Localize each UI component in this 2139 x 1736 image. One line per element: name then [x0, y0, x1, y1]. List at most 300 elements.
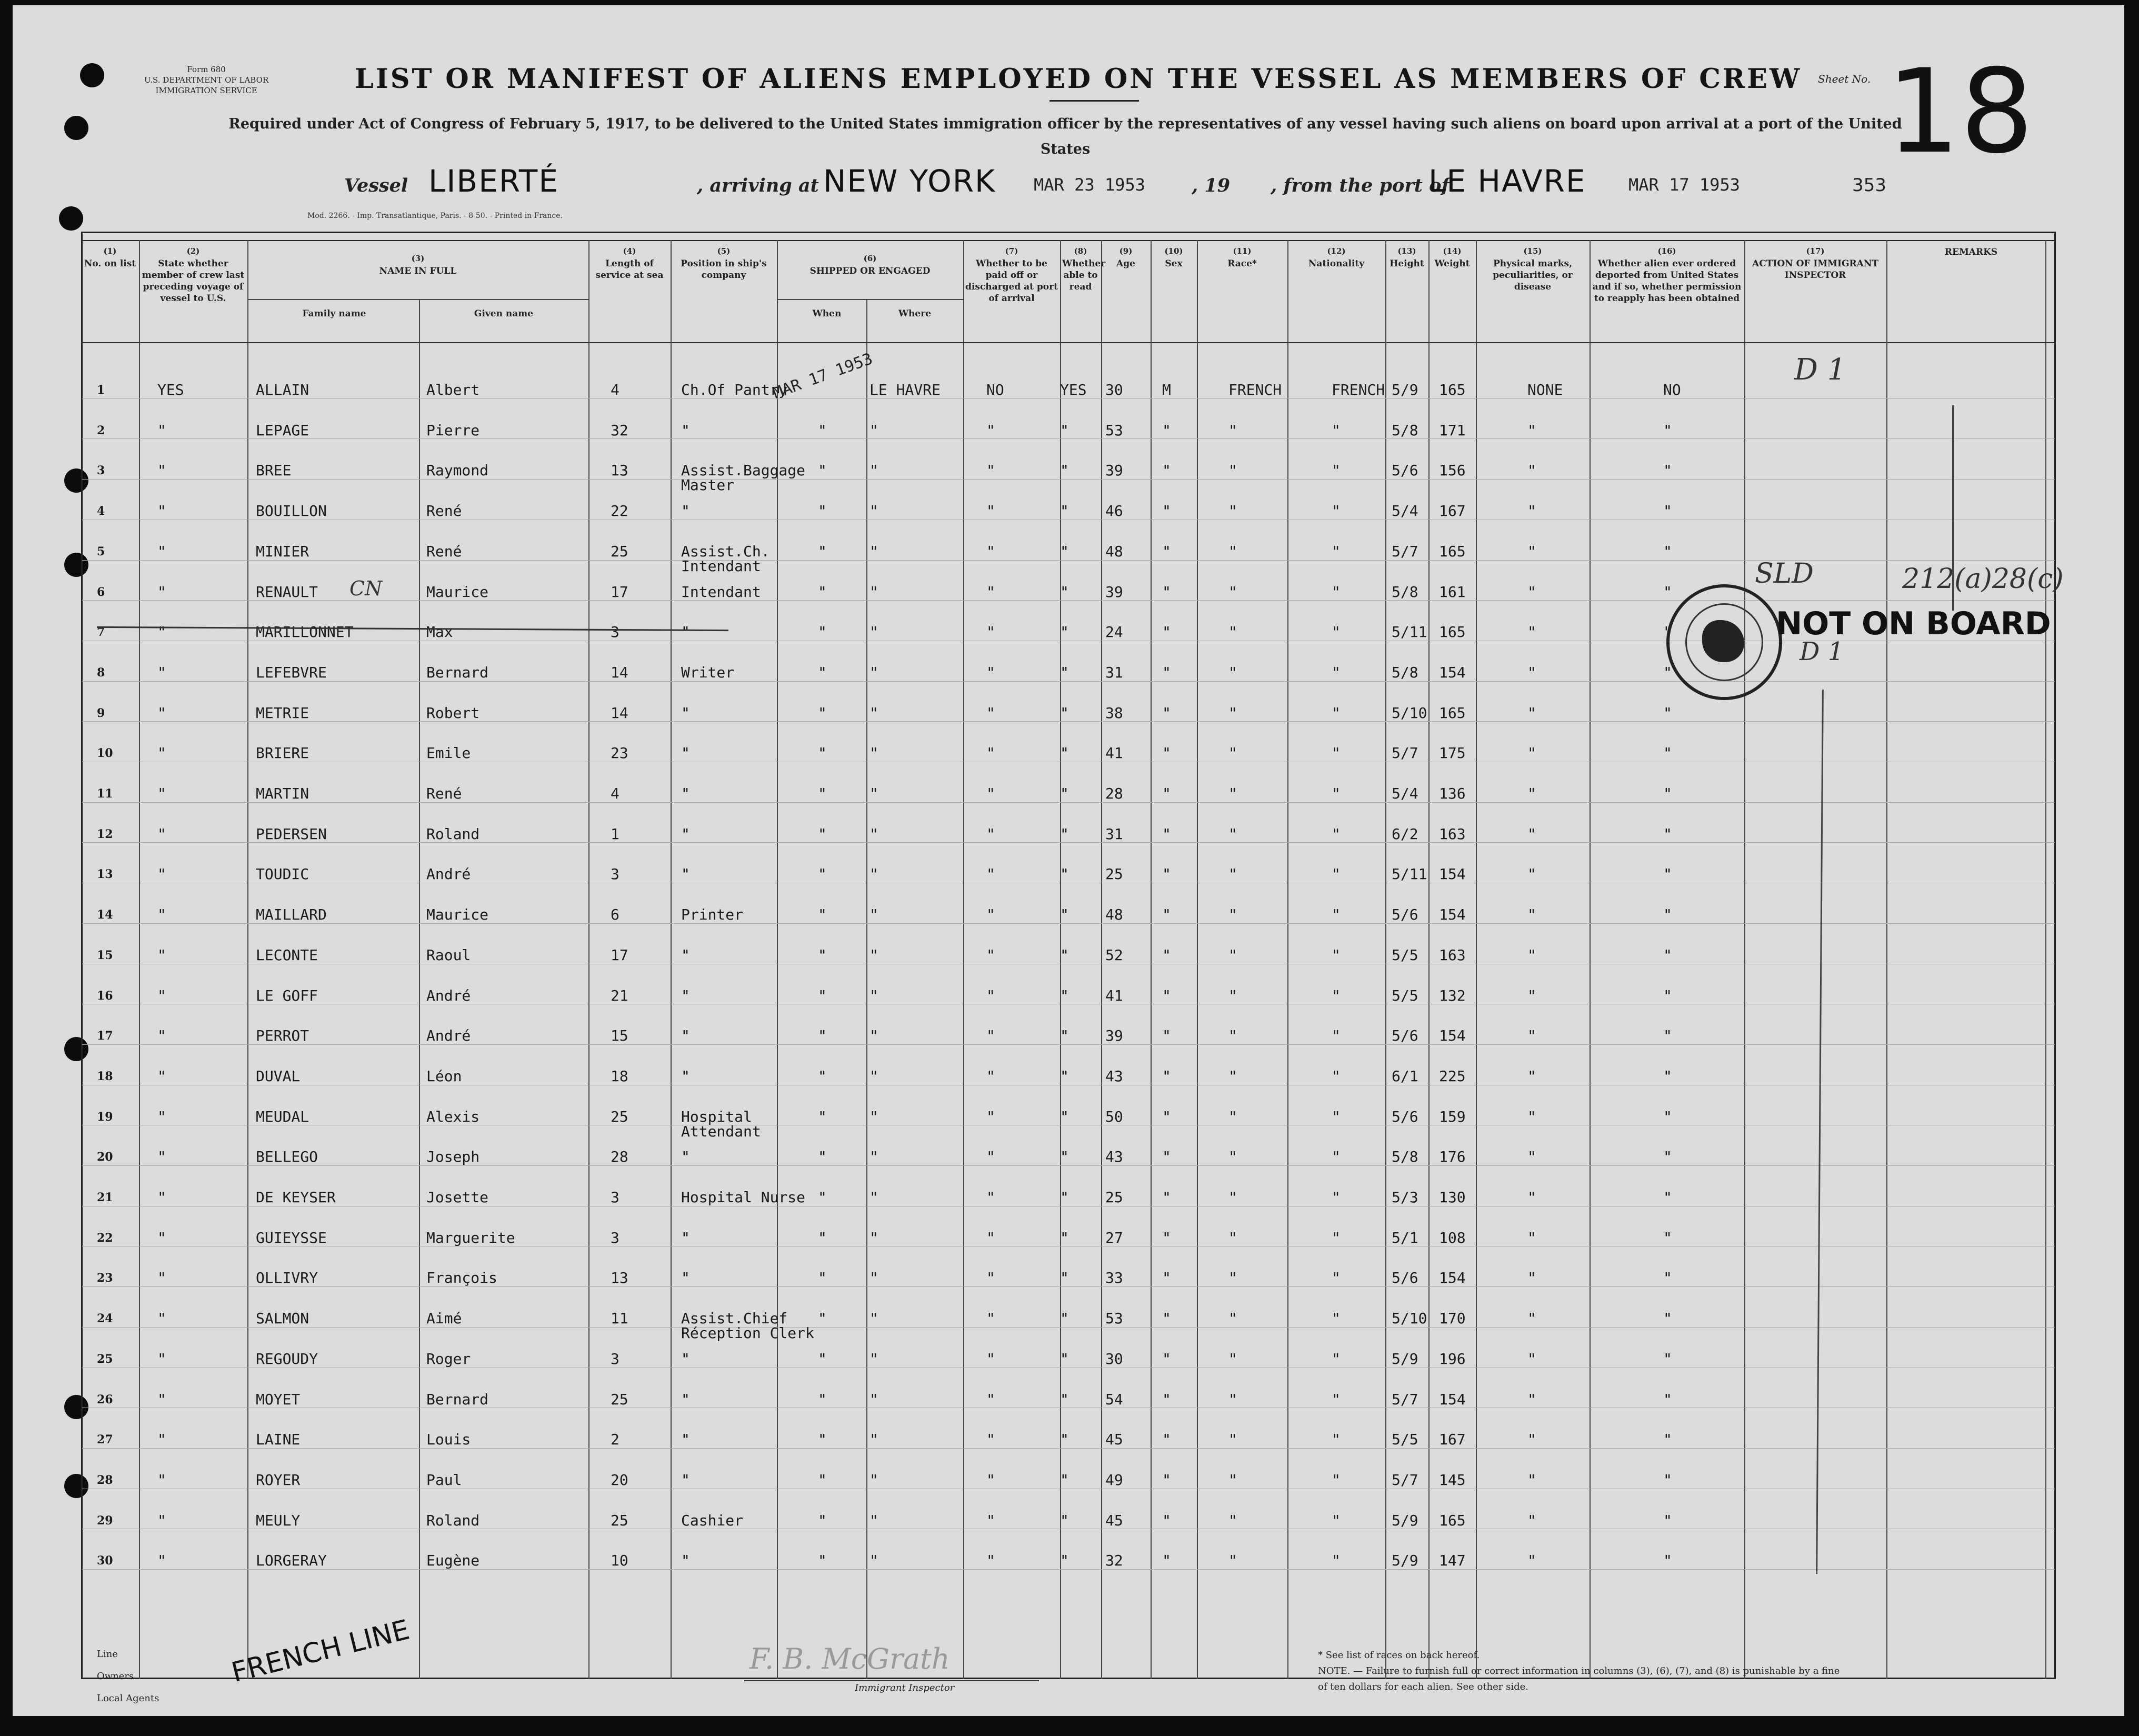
given-name: Albert [426, 381, 480, 398]
length-of-service: 3 [611, 1229, 619, 1246]
deported: " [1663, 543, 1672, 560]
column-label: Length of service at sea [595, 258, 664, 281]
able-to-read: " [1060, 1512, 1069, 1529]
race: " [1228, 1431, 1237, 1448]
height: 5/10 [1392, 704, 1427, 722]
column-number: (5) [717, 246, 731, 256]
sex: " [1162, 946, 1171, 964]
shipped-when: " [818, 1189, 827, 1206]
sex: " [1162, 865, 1171, 883]
nationality: " [1332, 1350, 1341, 1368]
length-of-service: 14 [611, 664, 628, 681]
previous-voyage: " [157, 1350, 166, 1368]
race: " [1228, 1269, 1237, 1286]
position: " [681, 422, 690, 439]
arrival-port: NEW YORK [823, 163, 996, 199]
shipped-when: " [818, 987, 827, 1004]
previous-voyage: " [157, 1067, 166, 1085]
shipped-where: " [869, 462, 878, 479]
race: " [1228, 1148, 1237, 1165]
shipped-where: " [869, 946, 878, 964]
handwritten-sld: SLD [1755, 558, 1814, 590]
document-title: LIST OR MANIFEST OF ALIENS EMPLOYED ON THE VESSEL AS MEMBERS OF CREW [355, 63, 1802, 95]
paid-off: " [986, 1067, 995, 1085]
family-name: RENAULT [256, 583, 318, 601]
position: " [681, 1148, 690, 1165]
deported: " [1663, 583, 1672, 601]
shipped-when: " [818, 785, 827, 802]
nationality: " [1332, 543, 1341, 560]
paid-off: " [986, 583, 995, 601]
position: " [681, 1350, 690, 1368]
weight: 225 [1439, 1067, 1466, 1085]
length-of-service: 22 [611, 502, 628, 520]
physical-marks: NONE [1527, 381, 1563, 398]
position: Assist.Ch. [681, 543, 770, 560]
length-of-service: 2 [611, 1431, 619, 1448]
length-of-service: 25 [611, 1391, 628, 1408]
given-name: Raoul [426, 946, 471, 964]
physical-marks: " [1527, 1067, 1536, 1085]
given-name: Robert [426, 704, 480, 722]
departure-date: MAR 17 1953 [1628, 175, 1740, 195]
weight: 171 [1439, 422, 1466, 439]
shipped-when: " [818, 422, 827, 439]
physical-marks: " [1527, 946, 1536, 964]
race: FRENCH [1228, 381, 1282, 398]
able-to-read: " [1060, 825, 1069, 843]
family-name: BREE [256, 462, 292, 479]
previous-voyage: " [157, 1552, 166, 1569]
paid-off: " [986, 1512, 995, 1529]
shipped-where: " [869, 1471, 878, 1489]
able-to-read: " [1060, 946, 1069, 964]
position: " [681, 785, 690, 802]
length-of-service: 3 [611, 1189, 619, 1206]
shipped-where: " [869, 502, 878, 520]
column-header [1153, 245, 1195, 270]
subtitle: Required under Act of Congress of February 5, 1917, to be delivered to the United States immigration officer by the representatives of any vessel having such aliens on board upon arrival at a port of the United States [228, 116, 1902, 157]
given-name: Roland [426, 1512, 480, 1529]
row-number: 4 [97, 504, 105, 518]
weight: 161 [1439, 583, 1466, 601]
race: " [1228, 664, 1237, 681]
family-name: MARILLONNET [256, 623, 354, 641]
able-to-read: " [1060, 865, 1069, 883]
immigration-seal-icon [1666, 584, 1782, 700]
race: " [1228, 1471, 1237, 1489]
weight: 165 [1439, 543, 1466, 560]
nationality: " [1332, 1552, 1341, 1569]
position: " [681, 946, 690, 964]
weight: 167 [1439, 1431, 1466, 1448]
column-header [1592, 245, 1742, 304]
family-name: DUVAL [256, 1067, 301, 1085]
nationality: " [1332, 1269, 1341, 1286]
sex: " [1162, 1310, 1171, 1327]
given-name: Joseph [426, 1148, 480, 1165]
previous-voyage: " [157, 1471, 166, 1489]
column-number: (13) [1397, 246, 1416, 256]
deported: " [1663, 704, 1672, 722]
physical-marks: " [1527, 987, 1536, 1004]
row-rule [82, 1044, 2055, 1045]
column-number: (14) [1443, 246, 1462, 256]
given-name: René [426, 785, 462, 802]
row-rule [82, 923, 2055, 924]
given-name: René [426, 502, 462, 520]
paid-off: " [986, 1027, 995, 1044]
row-number: 12 [97, 827, 113, 841]
column-rule [1744, 240, 1745, 1679]
physical-marks: " [1527, 1027, 1536, 1044]
shipped-where: " [869, 1229, 878, 1246]
able-to-read: " [1060, 1391, 1069, 1408]
nationality: " [1332, 785, 1341, 802]
family-name: DE KEYSER [256, 1189, 336, 1206]
not-on-board-stamp: NOT ON BOARD [1776, 605, 2051, 642]
given-name: François [426, 1269, 497, 1286]
length-of-service: 3 [611, 623, 619, 641]
deported: " [1663, 744, 1672, 762]
punch-hole [59, 206, 83, 231]
column-rule [963, 240, 964, 1679]
position: " [681, 825, 690, 843]
column-label: Whether able to read [1062, 258, 1106, 292]
handwritten-vertical-mark [1952, 405, 1954, 611]
column-header [1103, 245, 1148, 270]
paid-off: " [986, 543, 995, 560]
handwritten-d1-mid: D 1 [1800, 637, 1844, 666]
shipped-when: " [818, 623, 827, 641]
height: 5/6 [1392, 1108, 1418, 1125]
column-rule [866, 299, 867, 1679]
deported: " [1663, 1269, 1672, 1286]
given-name: Marguerite [426, 1229, 515, 1246]
column-number: (7) [1005, 246, 1018, 256]
row-number: 22 [97, 1231, 113, 1245]
paid-off: " [986, 1552, 995, 1569]
previous-voyage: " [157, 1148, 166, 1165]
physical-marks: " [1527, 583, 1536, 601]
age: 46 [1105, 502, 1123, 520]
paid-off: " [986, 906, 995, 923]
previous-voyage: " [157, 906, 166, 923]
column-label: REMARKS [1944, 247, 1998, 257]
length-of-service: 1 [611, 825, 619, 843]
previous-voyage: " [157, 583, 166, 601]
able-to-read: " [1060, 1027, 1069, 1044]
sex: " [1162, 1108, 1171, 1125]
shipped-when: " [818, 825, 827, 843]
given-name: Léon [426, 1067, 462, 1085]
nationality: " [1332, 1027, 1341, 1044]
paid-off: " [986, 1269, 995, 1286]
race: " [1228, 1067, 1237, 1085]
position: " [681, 623, 690, 641]
paid-off: " [986, 1108, 995, 1125]
shipped-when: " [818, 1229, 827, 1246]
weight: 154 [1439, 1391, 1466, 1408]
family-name: BRIERE [256, 744, 309, 762]
race: " [1228, 987, 1237, 1004]
column-number: (9) [1119, 246, 1133, 256]
row-number: 7 [97, 625, 105, 639]
column-label: SHIPPED OR ENGAGED [809, 266, 931, 276]
column-header [1199, 245, 1285, 270]
when-header: When [812, 308, 842, 319]
position: " [681, 704, 690, 722]
shipped-where: " [869, 825, 878, 843]
nationality: " [1332, 1108, 1341, 1125]
weight: 154 [1439, 906, 1466, 923]
deported: " [1663, 1189, 1672, 1206]
length-of-service: 17 [611, 583, 628, 601]
given-name: Bernard [426, 664, 489, 681]
column-label: NAME IN FULL [379, 266, 457, 276]
physical-marks: " [1527, 543, 1536, 560]
age: 30 [1105, 1350, 1123, 1368]
column-header [1387, 245, 1426, 270]
height: 5/9 [1392, 381, 1418, 398]
shipped-where: " [869, 1269, 878, 1286]
physical-marks: " [1527, 1431, 1536, 1448]
column-number: (3) [411, 254, 425, 263]
paid-off: " [986, 623, 995, 641]
shipped-where: " [869, 744, 878, 762]
age: 52 [1105, 946, 1123, 964]
race: " [1228, 1310, 1237, 1327]
column-label: Physical marks, peculiarities, or disease [1493, 258, 1573, 292]
weight: 167 [1439, 502, 1466, 520]
from-port-label: , from the port of [1271, 175, 1450, 196]
column-rule [1151, 240, 1152, 1679]
column-label: Whether to be paid off or discharged at port of arrival [965, 258, 1058, 304]
sex: " [1162, 1350, 1171, 1368]
shipped-where: " [869, 543, 878, 560]
shipped-where: " [869, 906, 878, 923]
row-number: 21 [97, 1191, 113, 1204]
length-of-service: 18 [611, 1067, 628, 1085]
able-to-read: " [1060, 422, 1069, 439]
age: 27 [1105, 1229, 1123, 1246]
shipped-where: LE HAVRE [869, 381, 941, 398]
able-to-read: " [1060, 1229, 1069, 1246]
punch-hole [64, 116, 88, 140]
position: Intendant [681, 583, 761, 601]
given-name: Eugène [426, 1552, 480, 1569]
nationality: " [1332, 1189, 1341, 1206]
paid-off: " [986, 825, 995, 843]
position: Ch.Of Pantry [681, 381, 788, 398]
position: " [681, 1471, 690, 1489]
family-name: MARTIN [256, 785, 309, 802]
deported: " [1663, 1229, 1672, 1246]
deported: " [1663, 1027, 1672, 1044]
nationality: " [1332, 1471, 1341, 1489]
length-of-service: 20 [611, 1471, 628, 1489]
physical-marks: " [1527, 502, 1536, 520]
deported: " [1663, 1391, 1672, 1408]
family-name: LE GOFF [256, 987, 318, 1004]
shipped-where: " [869, 865, 878, 883]
physical-marks: " [1527, 664, 1536, 681]
shipped-where: " [869, 1431, 878, 1448]
able-to-read: " [1060, 543, 1069, 560]
able-to-read: " [1060, 623, 1069, 641]
length-of-service: 4 [611, 381, 619, 398]
previous-voyage: " [157, 1431, 166, 1448]
deported: NO [1663, 381, 1681, 398]
nationality: " [1332, 1310, 1341, 1327]
age: 39 [1105, 462, 1123, 479]
row-rule [82, 1569, 2055, 1570]
manifest-sheet [13, 5, 2124, 1716]
shipped-when: " [818, 583, 827, 601]
position: " [681, 987, 690, 1004]
printer-note: Mod. 2266. - Imp. Transatlantique, Paris. - 8-50. - Printed in France. [307, 212, 563, 220]
family-name: PERROT [256, 1027, 309, 1044]
column-header [249, 253, 586, 277]
column-rule [1476, 240, 1477, 1679]
row-number: 26 [97, 1393, 113, 1406]
row-rule [82, 398, 2055, 399]
weight: 196 [1439, 1350, 1466, 1368]
weight: 154 [1439, 664, 1466, 681]
row-number: 11 [97, 787, 113, 801]
weight: 136 [1439, 785, 1466, 802]
family-name: MOYET [256, 1391, 301, 1408]
weight: 159 [1439, 1108, 1466, 1125]
row-number: 17 [97, 1029, 113, 1043]
age: 48 [1105, 543, 1123, 560]
title-rule [1049, 100, 1139, 102]
able-to-read: " [1060, 1108, 1069, 1125]
sex: " [1162, 1027, 1171, 1044]
shipped-where: " [869, 1512, 878, 1529]
shipped-when: " [818, 865, 827, 883]
shipped-when: " [818, 1148, 827, 1165]
row-number: 25 [97, 1352, 113, 1366]
length-of-service: 6 [611, 906, 619, 923]
weight: 154 [1439, 865, 1466, 883]
note-races: * See list of races on back hereof. [1318, 1650, 1480, 1661]
given-name: Louis [426, 1431, 471, 1448]
nationality: " [1332, 865, 1341, 883]
able-to-read: " [1060, 906, 1069, 923]
punch-hole [80, 63, 104, 87]
deported: " [1663, 825, 1672, 843]
column-label: Sex [1165, 258, 1183, 269]
sheet-number: 18 [1886, 44, 2034, 179]
race: " [1228, 543, 1237, 560]
position: " [681, 1067, 690, 1085]
height: 5/4 [1392, 785, 1418, 802]
local-agents-label: Local Agents [97, 1693, 159, 1704]
paid-off: " [986, 785, 995, 802]
sex: " [1162, 1189, 1171, 1206]
position-continued: Intendant [681, 557, 761, 575]
shipped-when: " [818, 946, 827, 964]
shipped-when: " [818, 1512, 827, 1529]
previous-voyage: " [157, 1027, 166, 1044]
deported: " [1663, 1310, 1672, 1327]
race: " [1228, 1108, 1237, 1125]
column-rule [419, 299, 420, 1679]
age: 31 [1105, 825, 1123, 843]
row-number: 28 [97, 1473, 113, 1487]
column-number: (17) [1806, 246, 1825, 256]
age: 53 [1105, 1310, 1123, 1327]
able-to-read: " [1060, 462, 1069, 479]
deported: " [1663, 422, 1672, 439]
age: 28 [1105, 785, 1123, 802]
service-label: IMMIGRATION SERVICE [155, 86, 257, 95]
weight: 156 [1439, 462, 1466, 479]
family-name: ROYER [256, 1471, 301, 1489]
race: " [1228, 1027, 1237, 1044]
able-to-read: " [1060, 987, 1069, 1004]
previous-voyage: " [157, 865, 166, 883]
vessel-label: Vessel [344, 175, 408, 196]
column-label: Nationality [1308, 258, 1365, 269]
sex: " [1162, 1148, 1171, 1165]
weight: 130 [1439, 1189, 1466, 1206]
sex: " [1162, 744, 1171, 762]
paid-off: " [986, 664, 995, 681]
family-name: PEDERSEN [256, 825, 327, 843]
height: 5/5 [1392, 987, 1418, 1004]
column-rule [1101, 240, 1102, 1679]
name-subheader-rule [247, 299, 588, 300]
paid-off: " [986, 704, 995, 722]
row-number: 1 [97, 383, 105, 397]
table-top-rule [81, 240, 2056, 241]
shipped-where: " [869, 1189, 878, 1206]
column-label: Height [1390, 258, 1424, 269]
shipped-where: " [869, 987, 878, 1004]
given-name: Emile [426, 744, 471, 762]
position: Hospital [681, 1108, 752, 1125]
able-to-read: " [1060, 1471, 1069, 1489]
previous-voyage: " [157, 825, 166, 843]
height: 5/8 [1392, 664, 1418, 681]
age: 43 [1105, 1148, 1123, 1165]
position-continued: Réception Clerk [681, 1324, 814, 1342]
deported: " [1663, 785, 1672, 802]
row-number: 27 [97, 1433, 113, 1446]
age: 54 [1105, 1391, 1123, 1408]
physical-marks: " [1527, 1269, 1536, 1286]
height: 5/6 [1392, 462, 1418, 479]
given-name: Max [426, 623, 453, 641]
age: 48 [1105, 906, 1123, 923]
weight: 175 [1439, 744, 1466, 762]
physical-marks: " [1527, 1310, 1536, 1327]
able-to-read: YES [1060, 381, 1087, 398]
column-header [1478, 245, 1587, 293]
previous-voyage: " [157, 664, 166, 681]
immigrant-inspector-label: Immigrant Inspector [855, 1682, 955, 1693]
row-rule [82, 1286, 2055, 1287]
paid-off: " [986, 1229, 995, 1246]
row-rule [82, 802, 2055, 803]
sex: " [1162, 462, 1171, 479]
family-name: LORGERAY [256, 1552, 327, 1569]
row-number: 20 [97, 1150, 113, 1164]
race: " [1228, 583, 1237, 601]
paid-off: " [986, 1350, 995, 1368]
